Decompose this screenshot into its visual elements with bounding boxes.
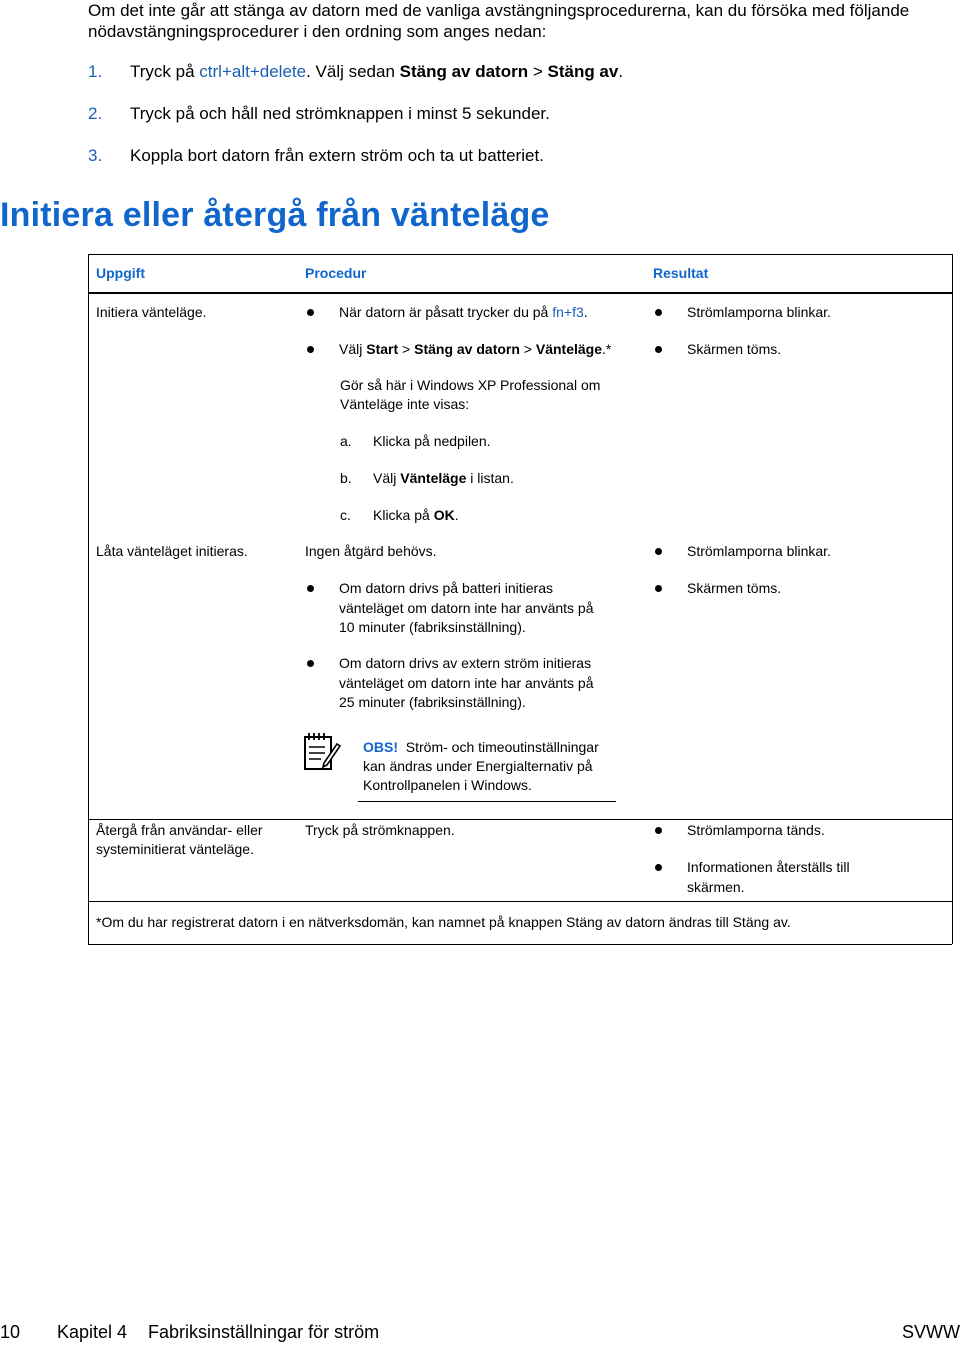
bullet-icon bbox=[655, 309, 662, 316]
list-item: c. Klicka på OK. bbox=[340, 507, 459, 523]
column-header-task: Uppgift bbox=[96, 265, 145, 281]
page-number: 10 bbox=[0, 1322, 21, 1342]
table-footnote: *Om du har registrerat datorn i en nätverksdomän, kan namnet på knappen Stäng av datorn ändras till Stäng av. bbox=[96, 914, 791, 930]
note-divider bbox=[358, 801, 616, 802]
list-item: a. Klicka på nedpilen. bbox=[340, 433, 491, 449]
intro-paragraph: Om det inte går att stänga av datorn med de vanliga avstängningsprocedurerna, kan du försöka med följande nödavstängningsprocedurer i den ordning som anges nedan: bbox=[88, 1, 910, 41]
key-combo: ctrl+alt+delete bbox=[199, 62, 307, 81]
step-number: 3. bbox=[88, 146, 103, 165]
key-combo: fn+f3 bbox=[552, 304, 584, 320]
list-item: b. Välj Vänteläge i listan. bbox=[340, 470, 514, 486]
xp-instructions: Gör så här i Windows XP Professional om Vänteläge inte visas: bbox=[340, 377, 601, 412]
list-item: 2. Tryck på och håll ned strömknappen i minst 5 sekunder. bbox=[88, 104, 550, 123]
note-pad-icon bbox=[302, 730, 342, 772]
row-divider bbox=[88, 819, 952, 820]
row-divider bbox=[88, 901, 952, 902]
table-right-border bbox=[952, 254, 953, 944]
bullet-icon bbox=[307, 660, 314, 667]
standby-table: Uppgift Procedur Resultat Initiera vänteläge. När datorn är påsatt trycker du på fn+f3. Välj Start > Stäng av datorn > Vänteläge.* Gör så här i Windows XP Professional om Vänteläge inte visas: a. Klicka på nedpilen. b. Välj Vänteläge i listan. c. Klicka på OK. Strömlamporna blinkar. Skärmen töms. Låta vänteläget initieras. Ingen åtgärd behövs. Om datorn drivs på batteri initieras vänteläget om datorn inte har använts på 10 minuter (fabriksinställning). Om datorn drivs av extern ström initieras vänteläget om datorn inte har använts på 25 minuter (fabriksinställning). OBS! Ström- och timeoutinställningar kan ändras under Energialternativ på Kontrollpanelen i Windows. Strömlamporna blinkar. Skärmen töms. Återgå från användar- eller systeminitierat vänteläge. Tryck på strömknappen. Strömlamporna tänds. Informationen återställs till skärmen. *Om du har registrerat datorn i en nätverksdomän, kan namnet på knappen Stäng av datorn ändras till Stäng av. bbox=[88, 254, 952, 944]
bullet-icon bbox=[655, 864, 662, 871]
table-left-border bbox=[88, 254, 89, 944]
bullet-icon bbox=[655, 585, 662, 592]
procedure-cell: Tryck på strömknappen. bbox=[305, 822, 455, 838]
section-heading: Initiera eller återgå från vänteläge bbox=[0, 196, 550, 234]
bullet-icon bbox=[655, 346, 662, 353]
step-number: 2. bbox=[88, 104, 103, 123]
procedure-intro: Ingen åtgärd behövs. bbox=[305, 543, 437, 559]
list-item: 1. Tryck på ctrl+alt+delete. Välj sedan Stäng av datorn > Stäng av. bbox=[88, 62, 624, 81]
bullet-icon bbox=[307, 309, 314, 316]
bullet-icon bbox=[307, 346, 314, 353]
note-text: OBS! Ström- och timeoutinställningar kan ändras under Energialternativ på Kontrollpanelen i Windows. bbox=[363, 739, 599, 793]
bullet-icon bbox=[655, 827, 662, 834]
chapter-label: Kapitel 4 bbox=[57, 1322, 128, 1342]
bullet-icon bbox=[655, 548, 662, 555]
column-header-procedure: Procedur bbox=[305, 265, 367, 281]
bullet-icon bbox=[307, 585, 314, 592]
note-label: OBS! bbox=[363, 739, 398, 755]
list-item: 3. Koppla bort datorn från extern ström och ta ut batteriet. bbox=[88, 146, 544, 165]
step-number: 1. bbox=[88, 62, 103, 81]
task-cell: Låta vänteläget initieras. bbox=[96, 543, 248, 559]
chapter-title: Fabriksinställningar för ström bbox=[148, 1322, 380, 1342]
task-cell: Initiera vänteläge. bbox=[96, 304, 207, 320]
doc-code: SVWW bbox=[902, 1322, 960, 1342]
table-bottom-border bbox=[88, 944, 952, 945]
header-divider bbox=[88, 292, 952, 294]
column-header-result: Resultat bbox=[653, 265, 709, 281]
task-cell: Återgå från användar- eller systeminitierat vänteläge. bbox=[96, 822, 263, 857]
table-top-border bbox=[88, 254, 952, 255]
